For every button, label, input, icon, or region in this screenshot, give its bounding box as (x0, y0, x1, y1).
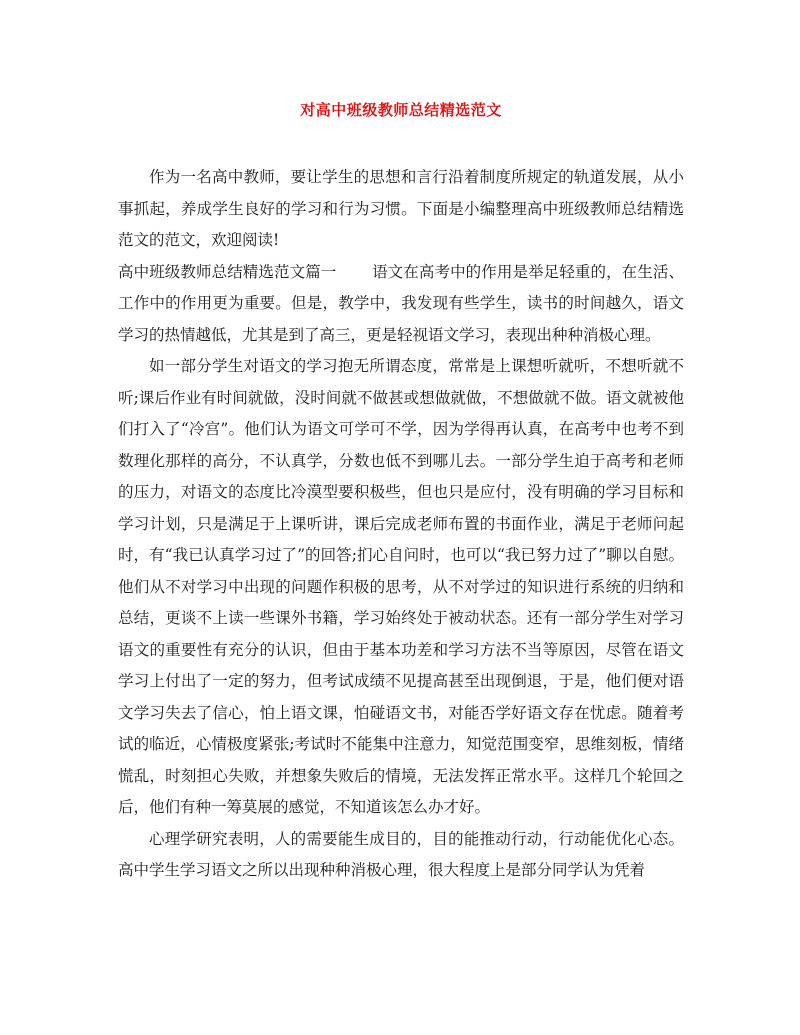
intro-paragraph: 作为一名高中教师，要让学生的思想和言行沿着制度所规定的轨道发展，从小事抓起，养成学生良好的学习和行为习惯。下面是小编整理高中班级教师总结精选范文的范文，欢迎阅读! (118, 168, 684, 249)
document-title: 对高中班级教师总结精选范文 (300, 101, 502, 119)
body-paragraph-3: 心理学研究表明，人的需要能生成目的，目的能推动行动，行动能优化心态。高中学生学习语文之所以出现种种消极心理，很大程度上是部分同学认为凭着 (118, 829, 684, 879)
section-first-text: 语文在高考中的作用是举足轻重的，在生活、工作中的作用更为重要。但是，教学中，我发现有些学生，读书的时间越久，语文学习的热情越低，尤其是到了高三，更是轻视语文学习，表现出种种消极心理。 (118, 262, 684, 344)
body-paragraph-2: 如一部分学生对语文的学习抱无所谓态度，常常是上课想听就听，不想听就不听;课后作业有时间就做，没时间就不做甚或想做就做，不想做就不做。语文就被他们打入了“冷宫”。他们认为语文可学可不学，因为学得再认真，在高考中也考不到数理化那样的高分，不认真学，分数也低不到哪儿去。一部分学生迫于高考和老师的压力，对语文的态度比冷漠型要积极些，但也只是应付，没有明确的学习目标和学习计划，只是满足于上课听讲，课后完成老师布置的书面作业，满足于老师问起时，有“我已认真学习过了”的回答;扪心自问时，也可以“我已努力过了”聊以自慰。他们从不对学习中出现的问题作积极的思考，从不对学过的知识进行系统的归纳和总结，更谈不上读一些课外书籍，学习始终处于被动状态。还有一部分学生对学习语文的重要性有充分的认识，但由于基本功差和学习方法不当等原因，尽管在语文学习上付出了一定的努力，但考试成绩不见提高甚至出现倒退，于是，他们便对语文学习失去了信心，怕上语文课，怕碰语文书，对能否学好语文存在忧虑。随着考试的临近，心情极度紧张;考试时不能集中注意力，知觉范围变窄，思维刻板，情绪慌乱，时刻担心失败，并想象失败后的情境，无法发挥正常水平。这样几个轮回之后，他们有种一筹莫展的感觉，不知道该怎么办才好。 (118, 357, 684, 816)
document-page (118, 100, 684, 887)
section-heading: 高中班级教师总结精选范文篇一 (118, 262, 337, 281)
section-paragraph (118, 257, 684, 352)
